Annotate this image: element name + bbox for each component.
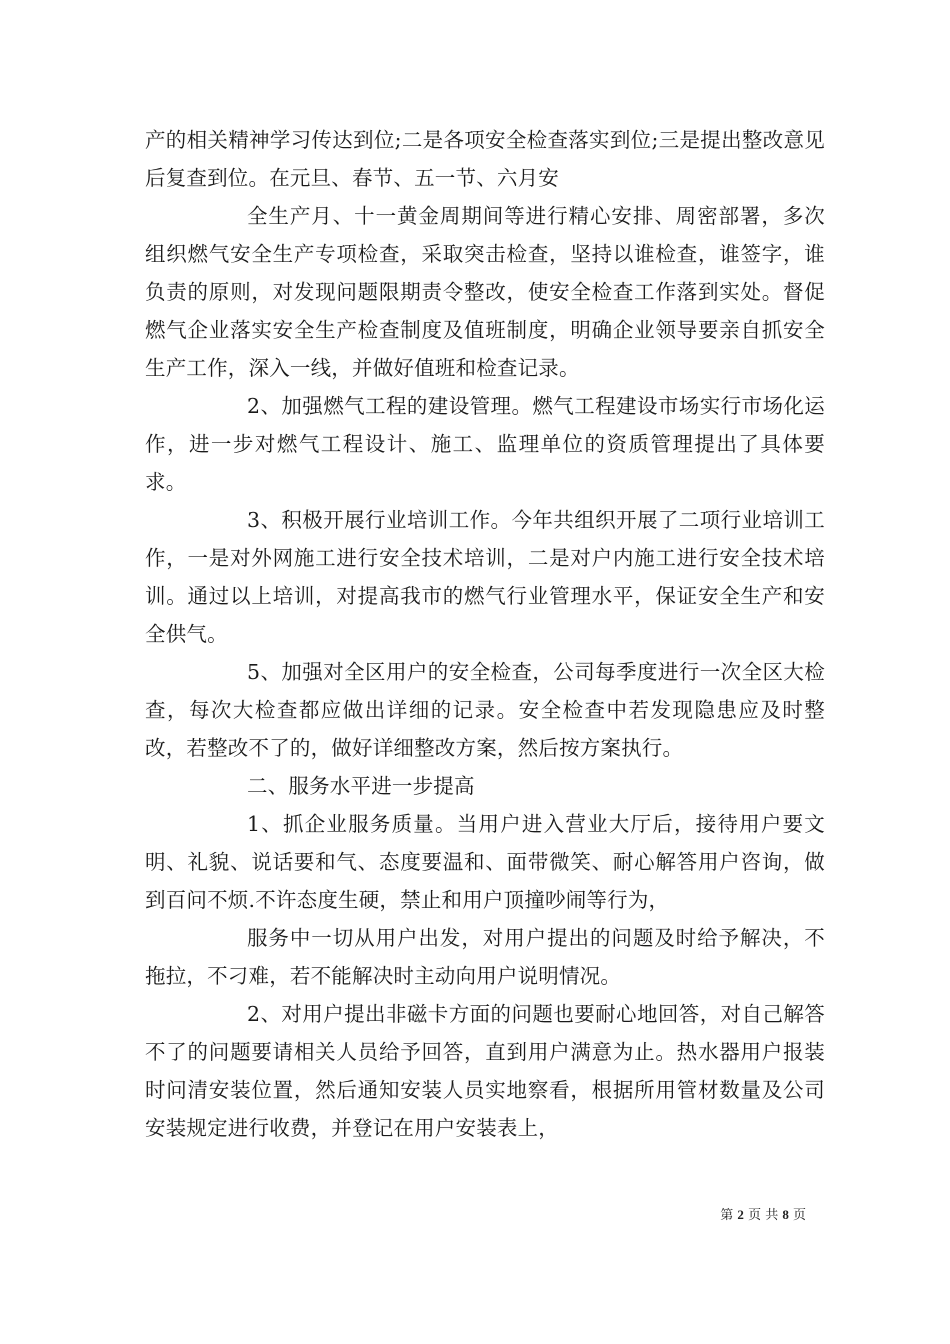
footer-current-page: 2	[737, 1207, 744, 1222]
paragraph-1: 产的相关精神学习传达到位;二是各项安全检查落实到位;三是提出整改意见后复查到位。在元旦、春节、五一节、六月安	[145, 128, 825, 190]
document-body	[145, 121, 825, 1147]
paragraph-2: 全生产月、十一黄金周期间等进行精心安排、周密部署，多次组织燃气安全生产专项检查，采取突击检查，坚持以谁检查，谁签字，谁负责的原则，对发现问题限期责令整改，使安全检查工作落到实处。督促燃气企业落实安全生产检查制度及值班制度，明确企业领导要亲自抓安全生产工作，深入一线，并做好值班和检查记录。	[145, 204, 825, 380]
section-heading: 二、服务水平进一步提高	[247, 774, 475, 798]
footer-total-pages: 8	[782, 1207, 789, 1222]
paragraph-8: 2、对用户提出非磁卡方面的问题也要耐心地回答，对自己解答不了的问题要请相关人员给予回答，直到用户满意为止。热水器用户报装时问清安装位置，然后通知安装人员实地察看，根据所用管材数量及公司安装规定进行收费，并登记在用户安装表上，	[145, 1002, 825, 1140]
paragraph-4: 3、积极开展行业培训工作。今年共组织开展了二项行业培训工作，一是对外网施工进行安全技术培训，二是对户内施工进行安全技术培训。通过以上培训，对提高我市的燃气行业管理水平，保证安全生产和安全供气。	[145, 508, 825, 646]
paragraph-7: 服务中一切从用户出发，对用户提出的问题及时给予解决，不拖拉，不刁难，若不能解决时主动向用户说明情况。	[145, 926, 825, 988]
footer-prefix: 第	[720, 1208, 734, 1223]
footer-middle: 页 共	[748, 1208, 779, 1223]
paragraph-5: 5、加强对全区用户的安全检查，公司每季度进行一次全区大检查，每次大检查都应做出详细的记录。安全检查中若发现隐患应及时整改，若整改不了的，做好详细整改方案，然后按方案执行。	[145, 660, 825, 760]
paragraph-6: 1、抓企业服务质量。当用户进入营业大厅后，接待用户要文明、礼貌、说话要和气、态度要温和、面带微笑、耐心解答用户咨询，做到百问不烦.不许态度生硬，禁止和用户顶撞吵闹等行为，	[145, 812, 825, 912]
footer-suffix: 页	[792, 1208, 806, 1223]
paragraph-3: 2、加强燃气工程的建设管理。燃气工程建设市场实行市场化运作，进一步对燃气工程设计、施工、监理单位的资质管理提出了具体要求。	[145, 394, 825, 494]
page-number-footer	[0, 1204, 806, 1223]
